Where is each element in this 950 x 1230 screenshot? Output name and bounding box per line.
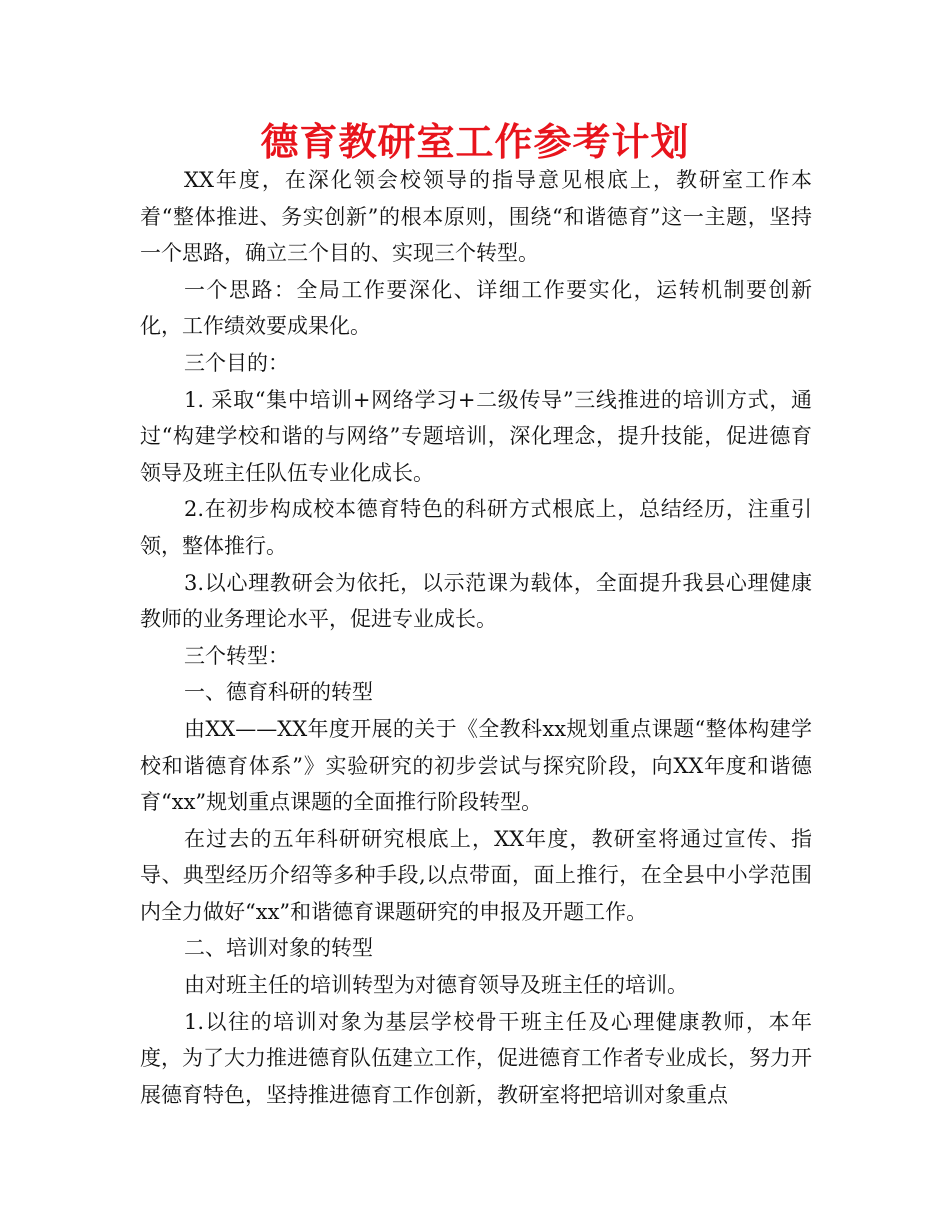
- paragraph: XX年度，在深化领会校领导的指导意见根底上，教研室工作本着“整体推进、务实创新”的根本原则，围绕“和谐德育”这一主题，坚持一个思路，确立三个目的、实现三个转型。: [140, 168, 812, 266]
- paragraph: 1. 采取“集中培训+网络学习+二级传导”三线推进的培训方式，通过“构建学校和谐的与网络”专题培训，深化理念，提升技能，促进德育领导及班主任队伍专业化成长。: [140, 387, 812, 485]
- section-heading: 二、培训对象的转型: [184, 936, 373, 961]
- paragraph: 由XX——XX年度开展的关于《全教科xx规划重点课题“整体构建学校和谐德育体系”》实验研究的初步尝试与探究阶段，向XX年度和谐德育“xx”规划重点课题的全面推行阶段转型。: [140, 716, 812, 815]
- paragraph: 一个思路：全局工作要深化、详细工作要实化，运转机制要创新化，工作绩效要成果化。: [140, 277, 812, 339]
- paragraph: 2.在初步构成校本德育特色的科研方式根底上，总结经历，注重引领，整体推行。: [140, 497, 812, 558]
- document-title: 德育教研室工作参考计划: [260, 120, 690, 164]
- paragraph: 三个目的：: [184, 350, 289, 375]
- section-heading: 一、德育科研的转型: [184, 680, 373, 705]
- paragraph: 1.以往的培训对象为基层学校骨干班主任及心理健康教师，本年度，为了大力推进德育队伍建立工作，促进德育工作者专业成长，努力开展德育特色，坚持推进德育工作创新，教研室将把培训对象重点: [140, 1009, 812, 1107]
- document-body: [140, 162, 812, 1113]
- paragraph: 三个转型：: [184, 643, 289, 668]
- paragraph: 在过去的五年科研研究根底上，XX年度，教研室将通过宣传、指导、典型经历介绍等多种手段,以点带面，面上推行，在全县中小学范围内全力做好“xx”和谐德育课题研究的申报及开题工作。: [140, 826, 812, 924]
- paragraph: 由对班主任的培训转型为对德育领导及班主任的培训。: [184, 973, 688, 998]
- paragraph: 3.以心理教研会为依托，以示范课为载体，全面提升我县心理健康教师的业务理论水平，促进专业成长。: [140, 570, 812, 632]
